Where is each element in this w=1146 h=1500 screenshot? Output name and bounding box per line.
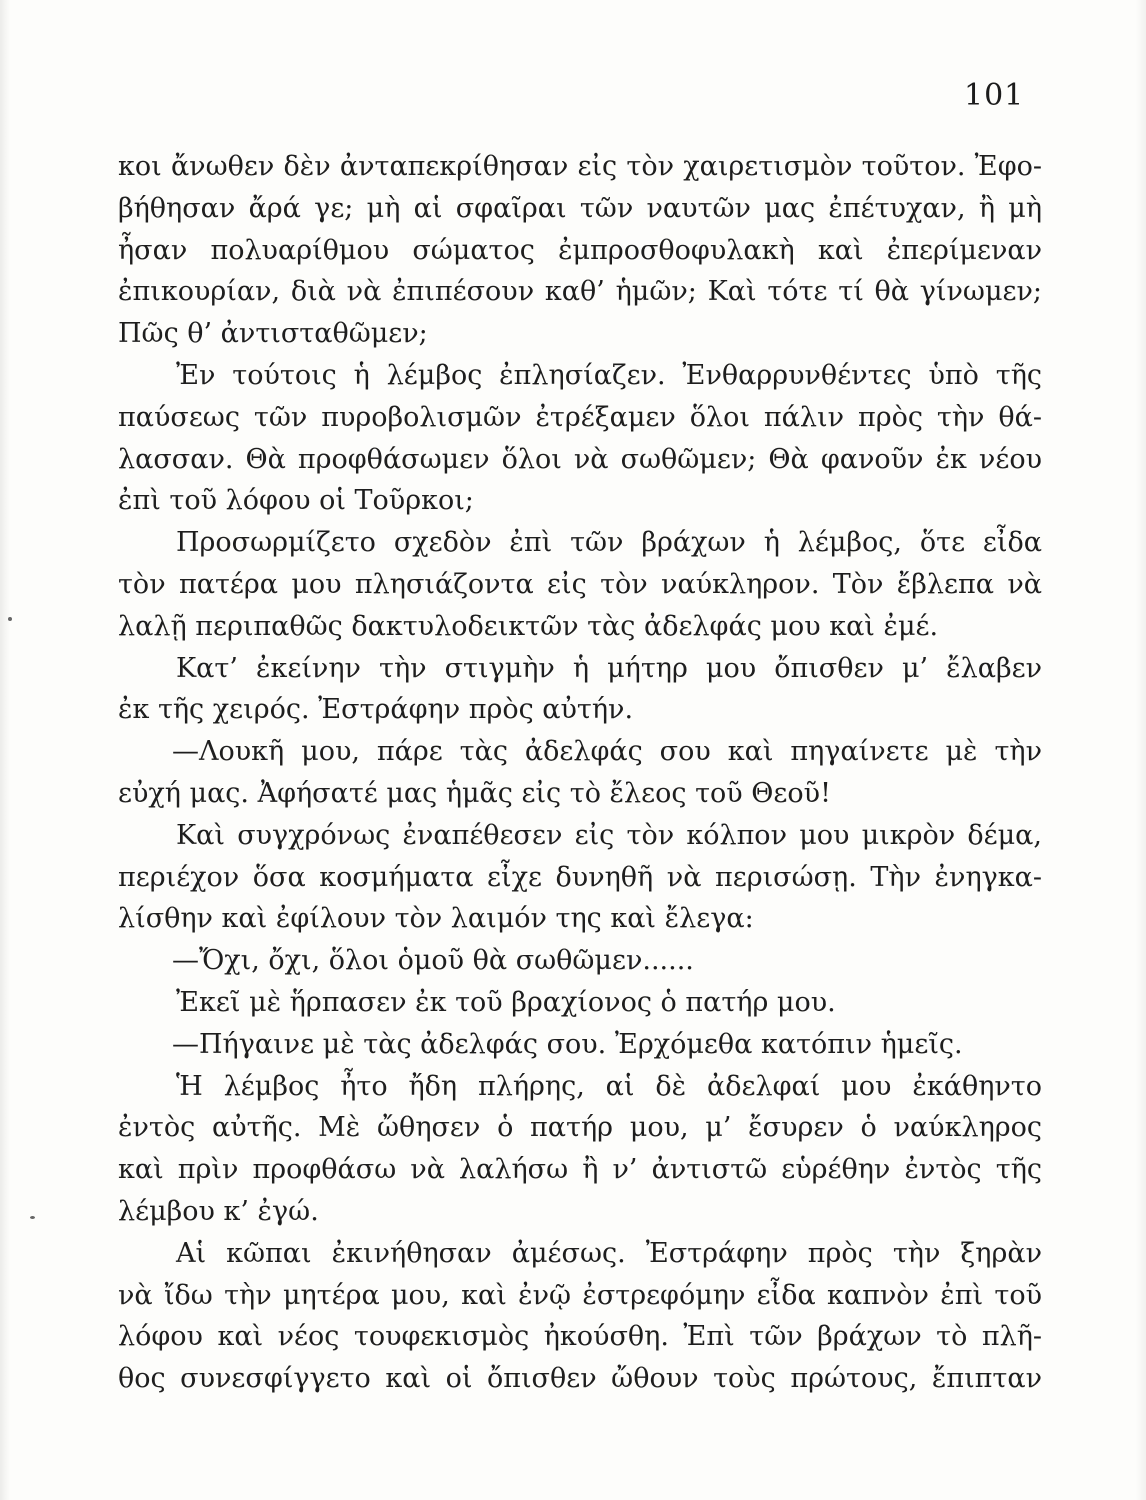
text-line: Ἡ λέμβος ἦτο ἤδη πλήρης, αἱ δὲ ἀδελφαί μου ἐκάθηντο (176, 1070, 1042, 1102)
text-line: Ἐκεῖ μὲ ἥρπασεν ἐκ τοῦ βραχίονος ὁ πατήρ μου. (176, 986, 836, 1018)
page-number: 101 (964, 78, 1025, 113)
text-line: λέμβου κ’ ἐγώ. (118, 1195, 319, 1227)
text-line: λασσαν. Θὰ προφθάσωμεν ὅλοι νὰ σωθῶμεν; Θὰ φανοῦν ἐκ νέου (118, 443, 1042, 475)
text-line: περιέχον ὅσα κοσμήματα εἶχε δυνηθῆ νὰ περισώσῃ. Τὴν ἐνηγκα- (118, 861, 1042, 893)
text-line: Καὶ συγχρόνως ἐναπέθεσεν εἰς τὸν κόλπον μου μικρὸν δέμα, (176, 819, 1042, 851)
text-line: Αἱ κῶπαι ἐκινήθησαν ἀμέσως. Ἐστράφην πρὸς τὴν ξηρὰν (176, 1237, 1042, 1269)
body-text (118, 146, 1042, 1400)
text-line: Πῶς θ’ ἀντισταθῶμεν; (118, 318, 428, 350)
text-line: λίσθην καὶ ἐφίλουν τὸν λαιμόν της καὶ ἔλεγα: (118, 903, 754, 935)
text-line: καὶ πρὶν προφθάσω νὰ λαλήσω ἢ ν’ ἀντιστῶ εὑρέθην ἐντὸς τῆς (118, 1154, 1042, 1186)
text-line: τὸν πατέρα μου πλησιάζοντα εἰς τὸν ναύκληρον. Τὸν ἔβλεπα νὰ (118, 568, 1042, 600)
scan-speck (8, 617, 12, 621)
text-line: κοι ἄνωθεν δὲν ἀνταπεκρίθησαν εἰς τὸν χαιρετισμὸν τοῦτον. Ἐφο- (118, 151, 1042, 182)
text-line: θος συνεσφίγγετο καὶ οἱ ὄπισθεν ὤθουν τοὺς πρώτους, ἔπιπταν (118, 1363, 1042, 1395)
text-line: Προσωρμίζετο σχεδὸν ἐπὶ τῶν βράχων ἡ λέμβος, ὅτε εἶδα (176, 527, 1042, 559)
text-line: ἐπὶ τοῦ λόφου οἱ Τοῦρκοι; (118, 485, 474, 517)
text-line: παύσεως τῶν πυροβολισμῶν ἐτρέξαμεν ὅλοι πάλιν πρὸς τὴν θά- (118, 401, 1042, 433)
text-line: —Λουκῆ μου, πάρε τὰς ἀδελφάς σου καὶ πηγαίνετε μὲ τὴν (172, 736, 1042, 768)
page-edge-left (0, 0, 10, 1500)
text-line: —Πήγαινε μὲ τὰς ἀδελφάς σου. Ἐρχόμεθα κατόπιν ἡμεῖς. (172, 1028, 963, 1060)
text-line: Κατ’ ἐκείνην τὴν στιγμὴν ἡ μήτηρ μου ὄπισθεν μ’ ἔλαβεν (176, 652, 1042, 684)
text-line: λαλῇ περιπαθῶς δακτυλοδεικτῶν τὰς ἀδελφάς μου καὶ ἐμέ. (118, 610, 939, 642)
text-line: ἦσαν πολυαρίθμου σώματος ἐμπροσθοφυλακὴ καὶ ἐπερίμεναν (118, 234, 1042, 266)
text-line: ἐντὸς αὐτῆς. Μὲ ὤθησεν ὁ πατήρ μου, μ’ ἔσυρεν ὁ ναύκληρος (118, 1112, 1042, 1144)
text-line: βήθησαν ἄρά γε; μὴ αἱ σφαῖραι τῶν ναυτῶν μας ἐπέτυχαν, ἢ μὴ (118, 192, 1042, 224)
page-edge-right (1136, 0, 1146, 1500)
text-line: —Ὄχι, ὄχι, ὅλοι ὁμοῦ θὰ σωθῶμεν...... (172, 945, 694, 977)
text-line: λόφου καὶ νέος τουφεκισμὸς ἠκούσθη. Ἐπὶ τῶν βράχων τὸ πλῆ- (118, 1321, 1042, 1353)
text-line: ἐκ τῆς χειρός. Ἐστράφην πρὸς αὐτήν. (118, 694, 634, 726)
text-line: Ἐν τούτοις ἡ λέμβος ἐπλησίαζεν. Ἐνθαρρυνθέντες ὑπὸ τῆς (176, 359, 1042, 391)
text-line: νὰ ἴδω τὴν μητέρα μου, καὶ ἐνῷ ἐστρεφόμην εἶδα καπνὸν ἐπὶ τοῦ (118, 1279, 1042, 1311)
text-line: ἐπικουρίαν, διὰ νὰ ἐπιπέσουν καθ’ ἡμῶν; Καὶ τότε τί θὰ γίνωμεν; (118, 276, 1042, 308)
scan-speck (30, 1216, 35, 1219)
text-line: εὐχή μας. Ἀφήσατέ μας ἡμᾶς εἰς τὸ ἔλεος τοῦ Θεοῦ! (118, 777, 831, 809)
